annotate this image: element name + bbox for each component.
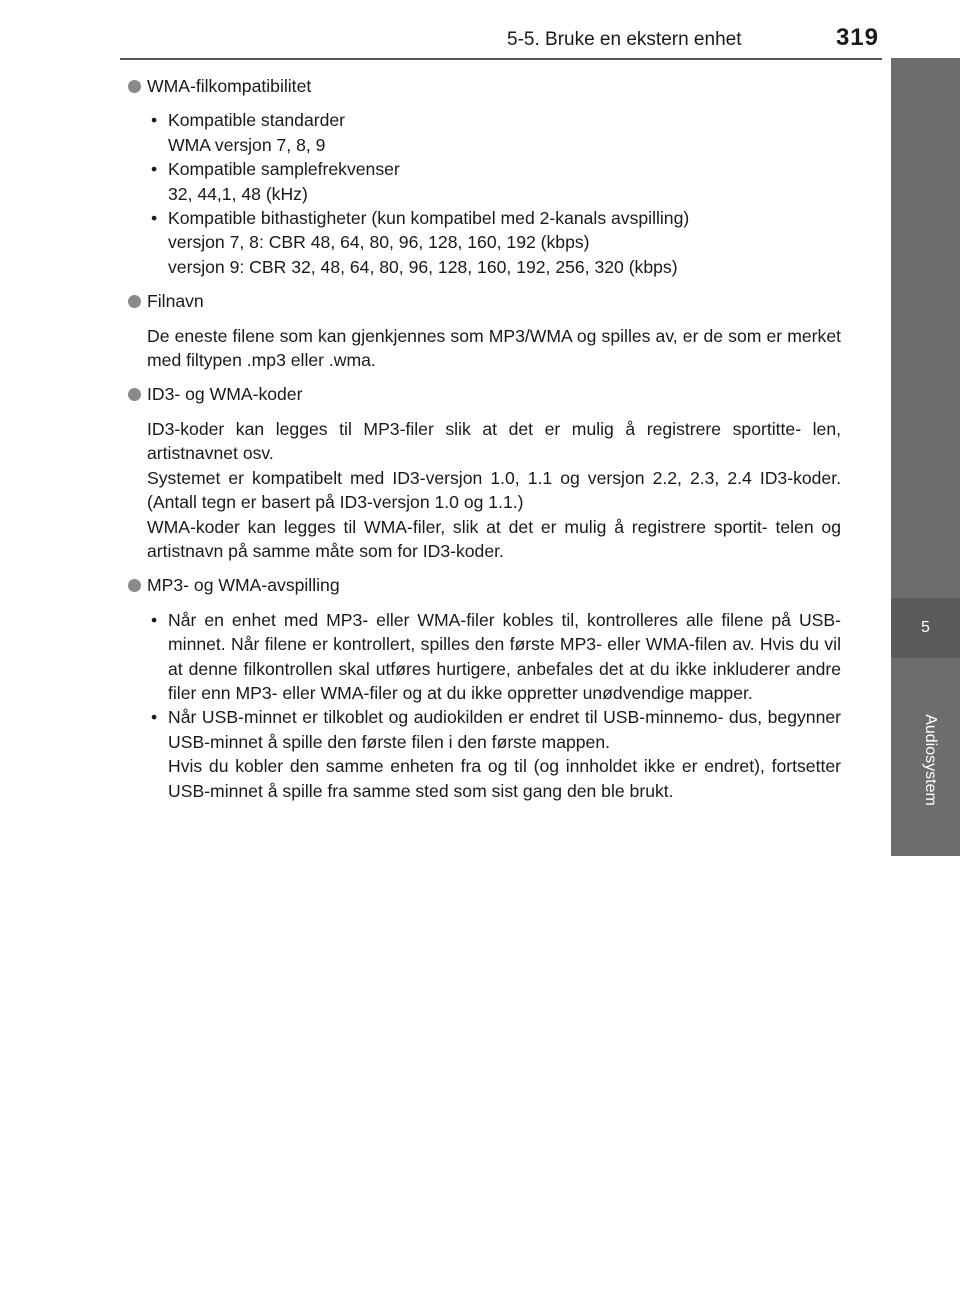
paragraph: Systemet er kompatibelt med ID3-versjon 1.0, 1.1 og versjon 2.2, 2.3, 2.4 ID3-koder. (Antall tegn er basert på ID3-versjon 1.0 og 1.1.) <box>147 467 841 513</box>
item-detail: versjon 9: CBR 32, 48, 64, 80, 96, 128, 160, 192, 256, 320 (kbps) <box>168 256 678 277</box>
item-detail: 32, 44,1, 48 (kHz) <box>168 183 308 204</box>
bullet-circle-icon <box>128 388 141 401</box>
section-heading-id3 <box>128 382 841 406</box>
list-item <box>147 608 841 706</box>
heading-text: Filnavn <box>147 291 204 312</box>
bullet-circle-icon <box>128 80 141 93</box>
section-title: 5-5. Bruke en ekstern enhet <box>507 29 742 50</box>
section-heading-playback <box>128 573 841 597</box>
paragraph: De eneste filene som kan gjenkjennes som MP3/WMA og spilles av, er de som er merket med filtypen .mp3 eller .wma. <box>147 325 841 371</box>
filename-body <box>128 324 841 373</box>
list-item <box>147 157 841 206</box>
paragraph: ID3-koder kan legges til MP3-filer slik at det er mulig å registrere sportitte- len, artistnavnet osv. <box>147 418 841 464</box>
wma-compat-list <box>128 108 841 279</box>
header-divider <box>120 58 882 60</box>
item-text: • Når USB-minnet er tilkoblet og audiokilden er endret til USB-minnemo- dus, begynner USB-minnet å spille den første filen i den første mappen. <box>168 707 841 752</box>
section-heading-filename <box>128 289 841 313</box>
id3-body <box>128 417 841 563</box>
item-detail: WMA versjon 7, 8, 9 <box>168 134 326 155</box>
bullet-circle-icon <box>128 579 141 592</box>
page-content <box>128 74 841 813</box>
heading-text: ID3- og WMA-koder <box>147 384 303 405</box>
heading-text: WMA-filkompatibilitet <box>147 76 312 96</box>
item-detail: versjon 7, 8: CBR 48, 64, 80, 96, 128, 160, 192 (kbps) <box>168 232 590 253</box>
chapter-tab-number[interactable]: 5 <box>891 598 960 658</box>
playback-list <box>128 608 841 803</box>
chapter-tab-label: Audiosystem <box>922 714 939 806</box>
item-text: Hvis du kobler den samme enheten fra og til (og innholdet ikke er endret), fortsetter USB-minnet å spille fra samme sted som sist gang den ble brukt. <box>168 756 841 801</box>
section-heading-wma <box>128 74 841 98</box>
item-title: • Kompatible bithastigheter (kun kompatibel med 2-kanals avspilling) <box>168 208 690 229</box>
page-header <box>0 0 960 60</box>
item-title: • Kompatible standarder <box>168 110 346 131</box>
side-tab-band <box>891 58 960 662</box>
list-item <box>147 108 841 157</box>
item-text: Når en enhet med MP3- eller WMA-filer kobles til, kontrolleres alle filene på USB-minnet. Når filene er kontrollert, spilles den første MP3- eller WMA-filen av. Hvis du vil at denne filkontrollen skal utføres hurtigere, anbefales det at du ikke inkluderer andre filer enn MP3- eller WMA-filer og at du ikke oppretter unødvendige mapper. <box>168 609 841 703</box>
page-number: 319 <box>835 24 879 51</box>
paragraph: WMA-koder kan legges til WMA-filer, slik at det er mulig å registrere sportit- telen og artistnavn på samme måte som for ID3-koder. <box>147 516 841 561</box>
list-item <box>147 206 841 279</box>
item-title: • Kompatible samplefrekvenser <box>168 159 400 180</box>
list-item <box>147 705 841 803</box>
heading-text: MP3- og WMA-avspilling <box>147 575 340 596</box>
bullet-circle-icon <box>128 295 141 308</box>
